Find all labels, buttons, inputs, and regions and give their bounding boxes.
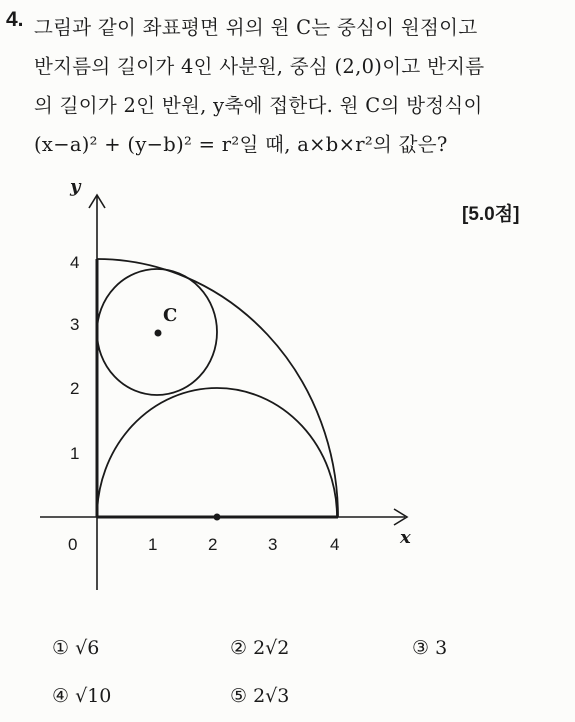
- choice-2[interactable]: [230, 637, 289, 659]
- question-text-line-2: 반지름의 길이가 4인 사분원, 중심 (2,0)이고 반지름: [34, 55, 485, 78]
- choice-1-number: ①: [52, 637, 70, 659]
- choice-3-text: 3: [435, 637, 448, 659]
- x-tick-3: 3: [268, 535, 278, 554]
- question-text-line-4: (x−a)² + (y−b)² = r²일 때, a×b×r²의 값은?: [34, 133, 448, 156]
- choice-5[interactable]: [230, 685, 289, 707]
- semicircle-arc: [97, 388, 337, 517]
- choice-1-text: √6: [75, 637, 100, 659]
- y-tick-2: 2: [70, 379, 80, 398]
- question-text-line-3: 의 길이가 2인 반원, y축에 접한다. 원 C의 방정식이: [34, 94, 483, 117]
- y-tick-3: 3: [70, 315, 80, 334]
- x-axis-label: x: [400, 527, 411, 548]
- choice-3[interactable]: [412, 637, 447, 659]
- question-text-line-1: 그림과 같이 좌표평면 위의 원 C는 중심이 원점이고: [34, 16, 478, 39]
- circle-c-label: C: [163, 305, 178, 326]
- choice-4-number: ④: [52, 685, 70, 707]
- points-badge: [5.0점]: [462, 204, 520, 225]
- choice-3-number: ③: [412, 637, 430, 659]
- choice-2-number: ②: [230, 637, 248, 659]
- x-tick-4: 4: [330, 535, 340, 554]
- choice-5-number: ⑤: [230, 685, 248, 707]
- x-tick-0: 0: [68, 535, 78, 554]
- semicircle-center-point: [214, 514, 221, 521]
- choice-4-text: √10: [75, 685, 112, 707]
- choice-2-text: 2√2: [253, 637, 290, 659]
- y-tick-4: 4: [70, 253, 80, 272]
- choice-4[interactable]: [52, 685, 111, 707]
- y-tick-1: 1: [70, 444, 80, 463]
- y-axis-label: y: [70, 176, 81, 197]
- choice-1[interactable]: [52, 637, 99, 659]
- circle-c-center-point: [155, 330, 162, 337]
- x-tick-2: 2: [208, 535, 218, 554]
- choice-5-text: 2√3: [253, 685, 290, 707]
- question-number: 4.: [6, 8, 24, 31]
- x-tick-1: 1: [148, 535, 158, 554]
